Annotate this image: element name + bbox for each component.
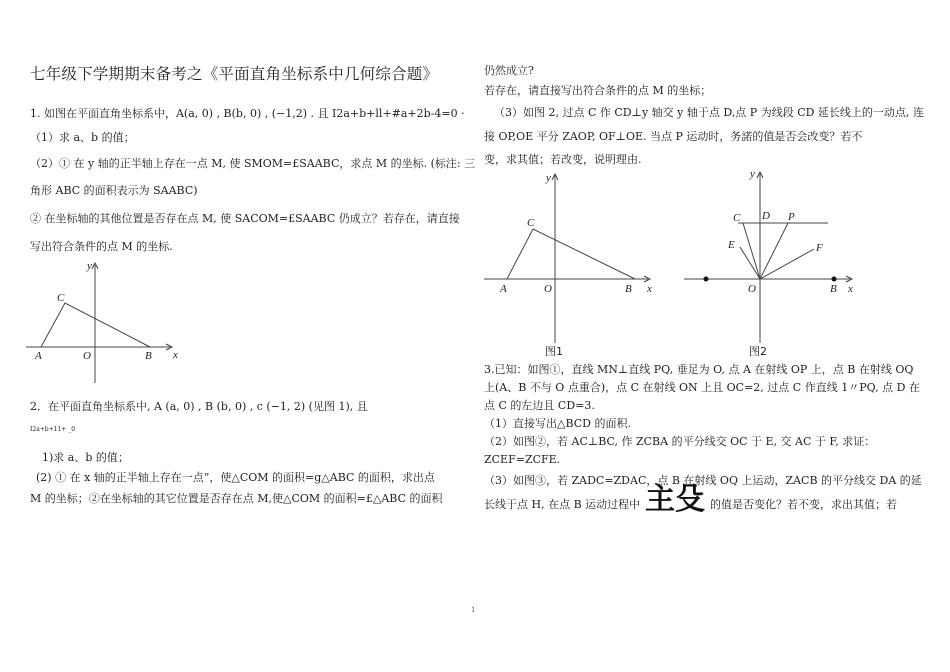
label-c: C: [527, 217, 535, 229]
problem-3-line1: 3.已知：如图①，直线 MN⊥直线 PQ, 垂足为 O, 点 A 在射线 OP 上，点 B 在射线 OQ: [484, 363, 914, 376]
label-o: O: [544, 283, 552, 295]
label-y: y: [87, 260, 92, 272]
problem-2-stem: 2．在平面直角坐标系中, A (a, 0) , B (b, 0) , c (−1, 2) (见图 1), 且: [30, 400, 368, 413]
problem-1-q2b-line2: 写出符合条件的点 M 的坐标.: [30, 240, 173, 253]
problem-3-q3-line2b: 的值是否变化？若不变，求出其值；若: [710, 498, 897, 511]
problem-3-large-glyph: 主殳: [645, 482, 705, 517]
problem-2-q1: 1)求 a、b 的值；: [42, 451, 129, 464]
problem-2-q2-line1: (2) ① 在 x 轴的正半轴上存在一点”，使△COM 的面积=g△ABC 的面积，求出点: [36, 471, 435, 484]
label-b: B: [830, 283, 837, 295]
problem-2-tiny-equation: I2a+b+11+ _0: [30, 426, 76, 433]
problem-3-q2-line1: （2）如图②，若 AC⊥BC, 作 ZCBA 的平分线交 OC 于 E, 交 AC 于 F, 求证：: [484, 435, 876, 448]
label-e: E: [728, 239, 735, 251]
figure-2-caption: 图2: [749, 345, 767, 358]
label-c: C: [57, 292, 65, 304]
label-x: x: [173, 349, 178, 361]
problem-3-q3-line1: （3）如图③，若 ZADC=ZDAC，点 B 在射线 OQ 上运动，ZACB 的平分线交 DA 的延: [484, 474, 922, 487]
label-a: A: [35, 350, 42, 362]
problem-1-q1: （1）求 a、b 的值；: [30, 131, 135, 144]
label-x: x: [848, 283, 853, 295]
label-o: O: [748, 283, 756, 295]
label-y: y: [546, 172, 551, 184]
line-oe: [740, 247, 760, 279]
problem-2-q3-line2: 接 OP,OE 平分 ZAOP, OF⊥OE. 当点 P 运动时，务諾的值是否会改变？若不: [484, 130, 863, 143]
problem-1-q2b-line1: ② 在坐标轴的其他位置是否存在点 M, 使 SACOM=£SAABC 仍成立？若存在，请直接: [30, 212, 460, 225]
label-b: B: [145, 350, 152, 362]
label-c: C: [733, 212, 741, 224]
continuation-line2: 若存在，请直接写出符合条件的点 M 的坐标；: [484, 84, 712, 97]
problem-3-line3: 点 C 的左边且 CD=3.: [484, 399, 595, 412]
label-f: F: [816, 242, 823, 254]
continuation-line1: 仍然成立?: [484, 64, 534, 77]
label-p: P: [788, 211, 795, 223]
problem-1-stem: 1. 如图在平面直角坐标系中，A(a, 0) , B(b, 0) , (−1,2) . 且 I2a+b+ll+#a+2b-4=0 ·: [30, 107, 465, 120]
label-b: B: [625, 283, 632, 295]
point-b-dot: [832, 277, 837, 282]
problem-3-line2: 上(A、B 不与 O 点重合)，点 C 在射线 ON 上且 OC=2, 过点 C 作直线 1〃PQ, 点 D 在: [484, 381, 920, 394]
line-oc: [743, 223, 760, 279]
problem-2-q3-line3: 变，求其值；若改变，说明理由.: [484, 153, 642, 166]
problem-1-q2-line1: （2）① 在 y 轴的正半轴上存在一点 M, 使 SMOM=£SAABC，求点 M 的坐标. (标注: 三: [30, 157, 476, 170]
line-of: [760, 249, 814, 279]
page-title: 七年级下学期期末备考之《平面直角坐标系中几何综合题》: [30, 65, 439, 83]
problem-2-q2-line2: M 的坐标；②在坐标轴的其它位置是否存在点 M,使△COM 的面积=£△ABC 的面积: [30, 492, 443, 505]
label-o: O: [83, 350, 91, 362]
problem-3-q1: （1）直接写出△BCD 的面积.: [484, 417, 631, 430]
figure-1: [480, 165, 670, 365]
label-x: x: [647, 283, 652, 295]
label-a: A: [500, 283, 507, 295]
point-left-dot: [704, 277, 709, 282]
problem-2-q3-line1: （3）如图 2, 过点 C 作 CD⊥y 轴交 y 轴于点 D,点 P 为线段 CD 延长线上的一动点, 连: [494, 106, 924, 119]
triangle-abc: [507, 229, 635, 279]
figure-1-caption: 图1: [545, 345, 563, 358]
line-op: [760, 223, 788, 279]
page-number: 1: [471, 606, 476, 614]
label-d: D: [762, 210, 770, 222]
problem-1-q2-line2: 角形 ABC 的面积表示为 SAABC): [30, 184, 198, 197]
figure-problem-1: [20, 255, 220, 385]
figure-2: [680, 165, 880, 365]
label-y: y: [750, 168, 755, 180]
problem-3-q3-line2a: 长线于点 H, 在点 B 运动过程中: [484, 498, 641, 511]
problem-3-q2-line2: ZCEF=ZCFE.: [484, 453, 561, 466]
